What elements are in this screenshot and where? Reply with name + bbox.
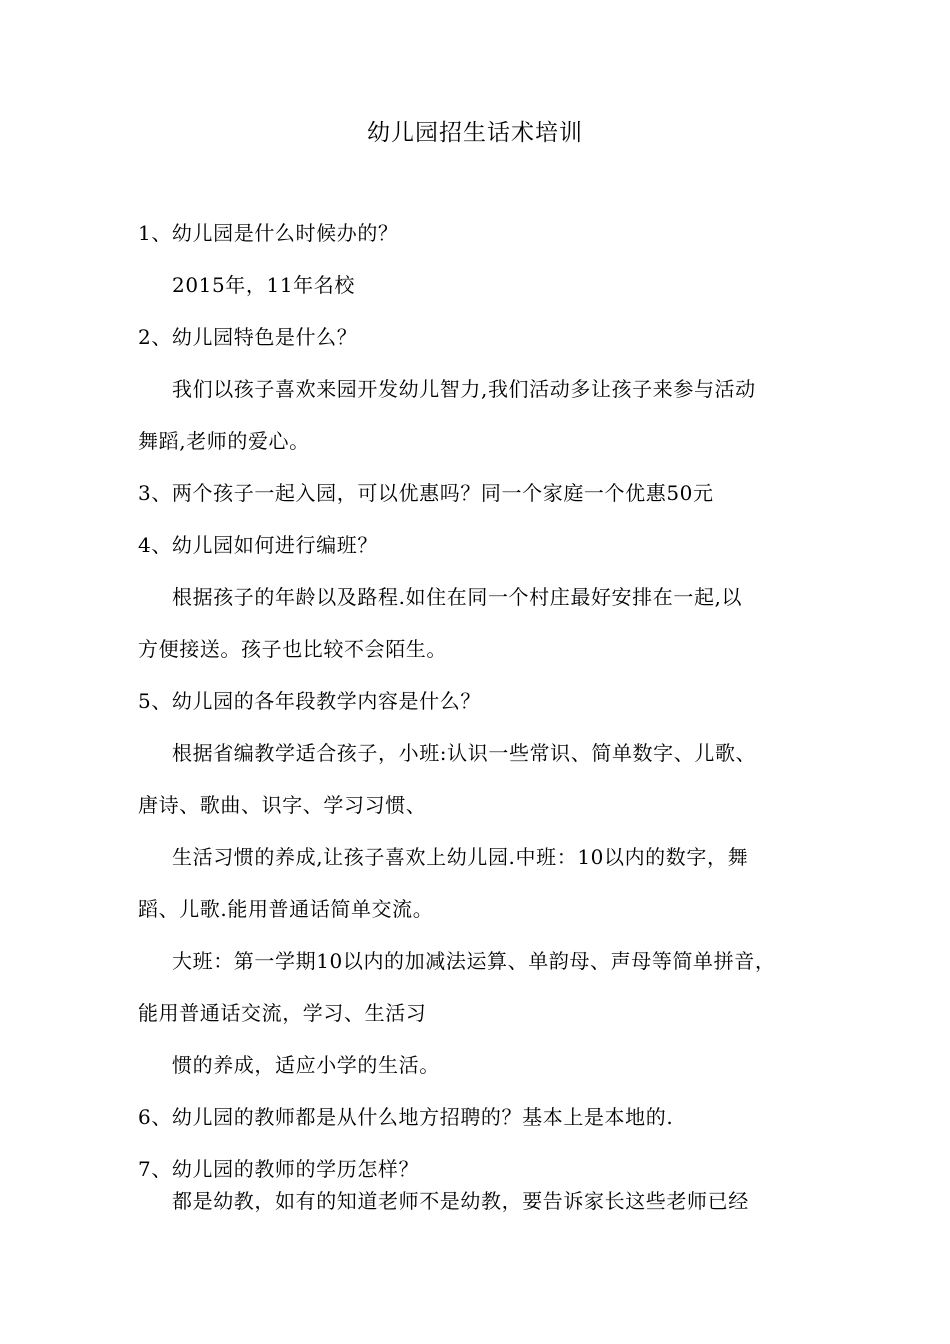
question-6: 6、幼儿园的教师都是从什么地方招聘的？基本上是本地的.	[138, 1105, 674, 1129]
answer-5-line-7: 惯的养成，适应小学的生活。	[172, 1053, 440, 1077]
answer-2-line-2: 舞蹈,老师的爱心。	[138, 429, 310, 453]
question-2: 2、幼儿园特色是什么？	[138, 325, 358, 349]
answer-5-line-2: 唐诗、歌曲、识字、学习习惯、	[138, 793, 427, 817]
question-4: 4、幼儿园如何进行编班？	[138, 533, 378, 557]
question-3: 3、两个孩子一起入园，可以优惠吗？同一个家庭一个优惠50元	[138, 481, 714, 505]
answer-4-line-1: 根据孩子的年龄以及路程.如住在同一个村庄最好安排在一起,以	[172, 585, 743, 609]
answer-5-line-5: 大班：第一学期10以内的加减法运算、单韵母、声母等简单拼音，	[172, 949, 776, 973]
answer-7-line-1: 都是幼教，如有的知道老师不是幼教，要告诉家长这些老师已经	[172, 1189, 749, 1213]
page-title: 幼儿园招生话术培训	[367, 120, 583, 146]
answer-5-line-3: 生活习惯的养成,让孩子喜欢上幼儿园.中班：10以内的数字，舞	[172, 845, 749, 869]
answer-5-line-6: 能用普通话交流，学习、生活习	[138, 1001, 427, 1025]
question-7: 7、幼儿园的教师的学历怎样？	[138, 1157, 420, 1181]
answer-1: 2015年，11年名校	[172, 273, 355, 297]
question-1: 1、幼儿园是什么时候办的？	[138, 221, 399, 245]
answer-5-line-4: 蹈、儿歌.能用普通话简单交流。	[138, 897, 434, 921]
answer-5-line-1: 根据省编教学适合孩子，小班:认识一些常识、简单数字、儿歌、	[172, 741, 757, 765]
answer-4-line-2: 方便接送。孩子也比较不会陌生。	[138, 637, 447, 661]
answer-2-line-1: 我们以孩子喜欢来园开发幼儿智力,我们活动多让孩子来参与活动	[172, 377, 756, 401]
question-5: 5、幼儿园的各年段教学内容是什么？	[138, 689, 481, 713]
